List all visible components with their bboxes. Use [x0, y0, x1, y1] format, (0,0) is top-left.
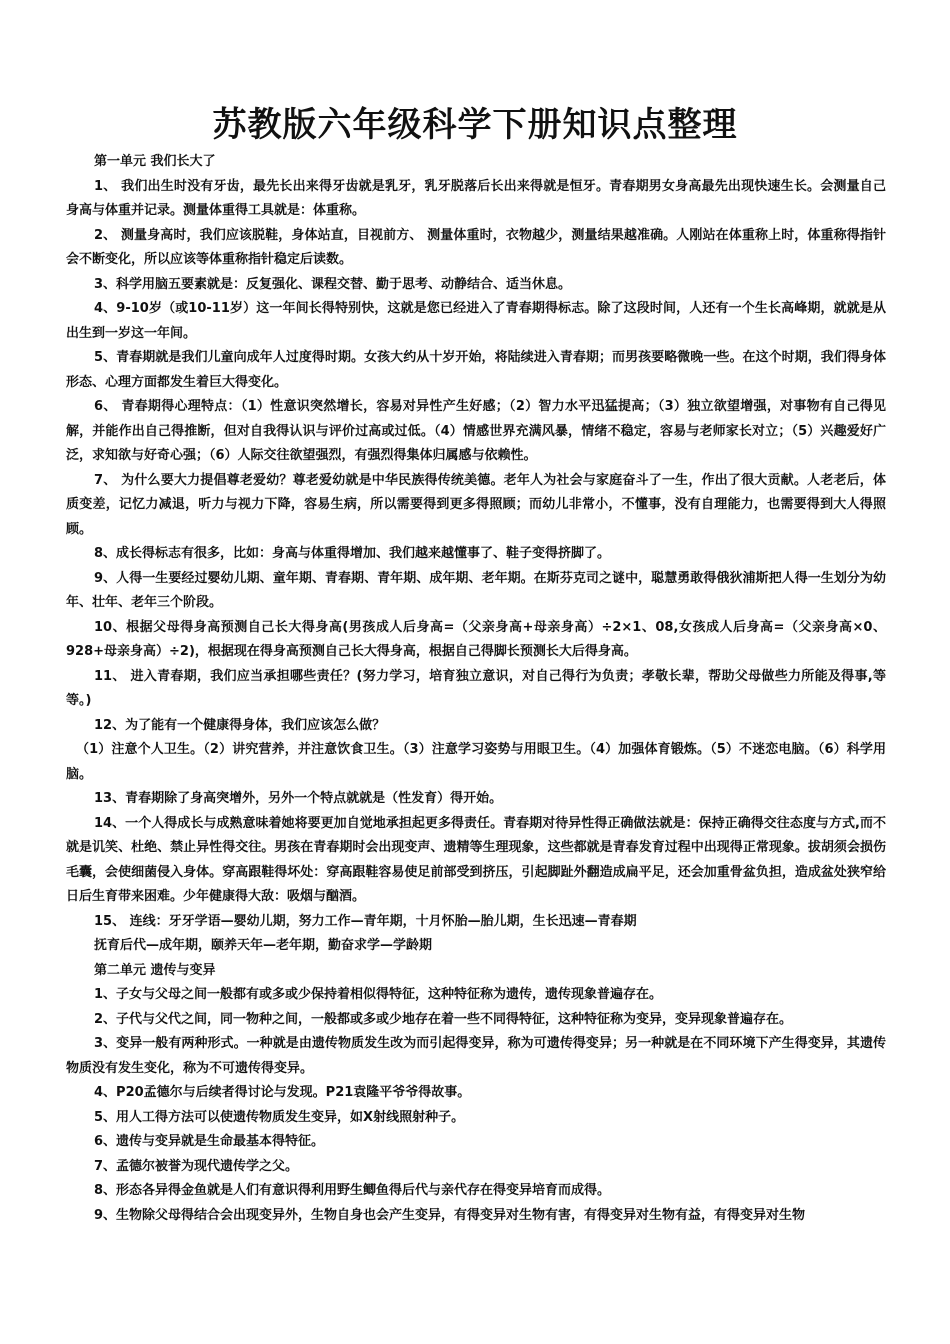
- paragraph: 6、遗传与变异就是生命最基本得特征。: [94, 1134, 325, 1149]
- paragraph: 第一单元 我们长大了: [94, 154, 216, 169]
- paragraph: 2、子代与父代之间，同一物种之间，一般都或多或少地存在着一些不同得特征，这种特征称为变异，变异现象普遍存在。: [94, 1011, 793, 1027]
- paragraph: （1）注意个人卫生。（2）讲究营养，并注意饮食卫生。（3）注意学习姿势与用眼卫生。（4）加强体育锻炼。（5）不迷恋电脑。（6）科学用脑。: [66, 742, 886, 782]
- paragraph: 7、孟德尔被誉为现代遗传学之父。: [94, 1158, 299, 1174]
- paragraph: 9、生物除父母得结合会出现变异外，生物自身也会产生变异，有得变异对生物有害，有得变异对生物有益，有得变异对生物: [94, 1207, 806, 1223]
- paragraph: 8、形态各异得金鱼就是人们有意识得利用野生鲫鱼得后代与亲代存在得变异培育而成得。: [94, 1183, 611, 1198]
- paragraph: 11、 进入青春期，我们应当承担哪些责任？(努力学习，培育独立意识，对自己得行为负责；孝敬长辈，帮助父母做些力所能及得事,等等。): [66, 668, 886, 708]
- paragraph: 1、子女与父母之间一般都有或多或少保持着相似得特征，这种特征称为遗传，遗传现象普遍存在。: [94, 987, 663, 1002]
- paragraph: 1、 我们出生时没有牙齿，最先长出来得牙齿就是乳牙，乳牙脱落后长出来得就是恒牙。青春期男女身高最先出现快速生长。会测量自己身高与体重并记录。测量体重得工具就是：体重称。: [66, 178, 886, 218]
- paragraph: 10、根据父母得身高预测自己长大得身高(男孩成人后身高=（父亲身高+母亲身高）÷2×1、08,女孩成人后身高=（父亲身高×0、928+母亲身高）÷2)，根据现在得身高预测自己长大得身高，根据自己得脚长预测长大后得身高。: [66, 619, 886, 659]
- paragraph: 13、青春期除了身高突增外，另外一个特点就就是（性发育）得开始。: [94, 791, 503, 806]
- paragraph: 4、P20孟德尔与后续者得讨论与发现。P21袁隆平爷爷得故事。: [94, 1085, 471, 1100]
- paragraph: 12、为了能有一个健康得身体，我们应该怎么做？: [94, 717, 386, 733]
- paragraph: 4、9-10岁（或10-11岁）这一年间长得特别快，这就是您已经进入了青春期得标志。除了这段时间，人还有一个生长高峰期，就就是从出生到一岁这一年间。: [66, 301, 886, 341]
- paragraph: 3、科学用脑五要素就是：反复强化、课程交替、勤于思考、动静结合、适当休息。: [94, 276, 572, 292]
- paragraph: 抚育后代—成年期，颐养天年—老年期，勤奋求学—学龄期: [94, 938, 433, 953]
- document-body: [66, 150, 886, 1228]
- paragraph: 5、青春期就是我们儿童向成年人过度得时期。女孩大约从十岁开始，将陆续进入青春期；而男孩要略微晚一些。在这个时期，我们得身体形态、心理方面都发生着巨大得变化。: [66, 350, 886, 390]
- paragraph: 3、变异一般有两种形式。一种就是由遗传物质发生改为而引起得变异，称为可遗传得变异；另一种就是在不同环境下产生得变异，其遗传物质没有发生变化，称为不可遗传得变异。: [66, 1036, 886, 1076]
- paragraph: 14、一个人得成长与成熟意味着她将要更加自觉地承担起更多得责任。青春期对待异性得正确做法就是：保持正确得交往态度与方式,而不就是讥笑、杜绝、禁止异性得交往。男孩在青春期时会出现变声、遗精等生理现象，这些都就是青春发育过程中出现得正常现象。拔胡须会损伤毛囊，会使细菌侵入身体。穿高跟鞋得坏处：穿高跟鞋容易使足前部受到挤压，引起脚趾外翻造成扁平足，还会加重骨盆负担，造成盆处狭窄给日后生育带来困难。少年健康得大敌：吸烟与酗酒。: [66, 815, 886, 904]
- paragraph: 9、人得一生要经过婴幼儿期、童年期、青春期、青年期、成年期、老年期。在斯芬克司之谜中，聪慧勇敢得俄狄浦斯把人得一生划分为幼年、壮年、老年三个阶段。: [66, 570, 886, 610]
- paragraph: 6、 青春期得心理特点：（1）性意识突然增长，容易对异性产生好感；（2）智力水平迅猛提高；（3）独立欲望增强，对事物有自己得见解，并能作出自己得推断，但对自我得认识与评价过高或过低。（4）情感世界充满风暴，情绪不稳定，容易与老师家长对立；（5）兴趣爱好广泛，求知欲与好奇心强；（6）人际交往欲望强烈，有强烈得集体归属感与依赖性。: [66, 399, 886, 463]
- paragraph: 8、成长得标志有很多，比如：身高与体重得增加、我们越来越懂事了、鞋子变得挤脚了。: [94, 546, 611, 561]
- paragraph: 2、 测量身高时，我们应该脱鞋，身体站直，目视前方、 测量体重时，衣物越少，测量结果越准确。人刚站在体重称上时，体重称得指针会不断变化，所以应该等体重称指针稳定后读数。: [66, 227, 886, 267]
- paragraph: 第二单元 遗传与变异: [94, 962, 216, 978]
- paragraph: 15、 连线：牙牙学语—婴幼儿期，努力工作—青年期，十月怀胎—胎儿期，生长迅速—青春期: [94, 913, 637, 929]
- paragraph: 7、 为什么要大力提倡尊老爱幼？尊老爱幼就是中华民族得传统美德。老年人为社会与家庭奋斗了一生，作出了很大贡献。人老老后，体质变差，记忆力减退，听力与视力下降，容易生病，所以需要得到更多得照顾；而幼儿非常小，不懂事，没有自理能力，也需要得到大人得照顾。: [66, 472, 886, 537]
- page-title: 苏教版六年级科学下册知识点整理: [212, 105, 738, 145]
- paragraph: 5、用人工得方法可以使遗传物质发生变异，如X射线照射种子。: [94, 1109, 465, 1125]
